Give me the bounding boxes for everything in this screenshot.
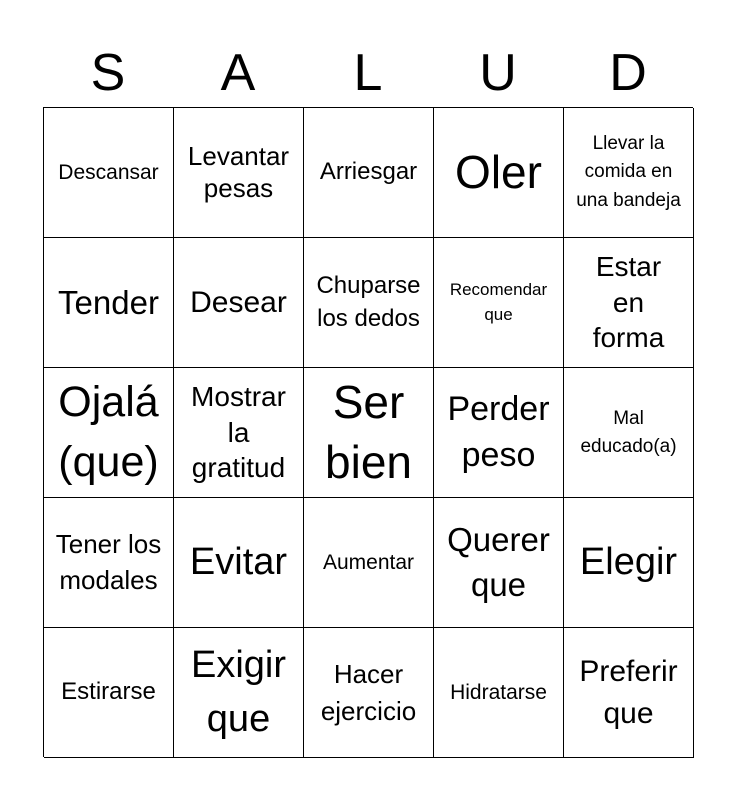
bingo-cell[interactable]: [304, 368, 434, 498]
cell-label: Mostrar la gratitud: [191, 380, 286, 484]
cell-label: Recomendar que: [449, 279, 548, 324]
bingo-cell[interactable]: [304, 108, 434, 238]
cell-label: Aumentar: [322, 550, 415, 574]
bingo-cell[interactable]: [174, 238, 304, 368]
cell-label: Levantar pesas: [187, 141, 290, 203]
bingo-cell[interactable]: [434, 108, 564, 238]
cell-label: Arriesgar: [319, 158, 418, 186]
cell-label: Hidratarse: [450, 680, 547, 704]
header-letter-a: A: [220, 44, 256, 102]
bingo-cell[interactable]: [174, 108, 304, 238]
cell-label: Evitar: [189, 540, 288, 583]
header-letter-l: L: [353, 44, 383, 102]
bingo-cell[interactable]: [44, 498, 174, 628]
bingo-cell[interactable]: [304, 238, 434, 368]
cell-label: Descansar: [58, 160, 159, 184]
cell-label: Preferir que: [579, 655, 678, 730]
bingo-cell[interactable]: [44, 108, 174, 238]
cell-label: Tener los modales: [55, 528, 162, 595]
bingo-cell[interactable]: [564, 498, 694, 628]
bingo-cell[interactable]: [434, 238, 564, 368]
cell-label: Tender: [58, 283, 159, 321]
header-letter-s: S: [90, 44, 126, 102]
bingo-cell[interactable]: [174, 628, 304, 758]
bingo-cell[interactable]: [564, 238, 694, 368]
cell-label: Oler: [455, 145, 542, 198]
cell-label: Chuparse los dedos: [316, 272, 421, 332]
bingo-cell[interactable]: [44, 238, 174, 368]
bingo-cell[interactable]: [564, 628, 694, 758]
cell-label: Llevar la comida en una bandeja: [576, 132, 681, 211]
cell-label: Hacer ejercicio: [320, 659, 417, 726]
cell-label: Mal educado(a): [580, 407, 677, 457]
bingo-cell[interactable]: [174, 498, 304, 628]
cell-label: Ser bien: [325, 375, 412, 488]
cell-label: Exigir que: [190, 644, 287, 740]
bingo-cell[interactable]: [304, 628, 434, 758]
cell-label: Elegir: [579, 540, 678, 583]
header-letter-u: U: [479, 44, 517, 102]
cell-label: Desear: [190, 286, 287, 319]
bingo-cell[interactable]: [564, 368, 694, 498]
bingo-cell[interactable]: [564, 108, 694, 238]
cell-label: Perder peso: [447, 389, 550, 474]
cell-label: Estar en forma: [592, 250, 665, 354]
cell-label: Estirarse: [61, 678, 156, 706]
bingo-header: [43, 38, 693, 108]
bingo-cell[interactable]: [304, 498, 434, 628]
bingo-board: [43, 107, 693, 757]
cell-label: Ojalá (que): [58, 378, 159, 486]
cell-label: Querer que: [447, 520, 550, 603]
bingo-cell[interactable]: [44, 368, 174, 498]
bingo-cell[interactable]: [434, 628, 564, 758]
bingo-cell[interactable]: [44, 628, 174, 758]
header-letter-d: D: [609, 44, 647, 102]
bingo-cell[interactable]: [434, 498, 564, 628]
bingo-cell[interactable]: [434, 368, 564, 498]
bingo-cell[interactable]: [174, 368, 304, 498]
